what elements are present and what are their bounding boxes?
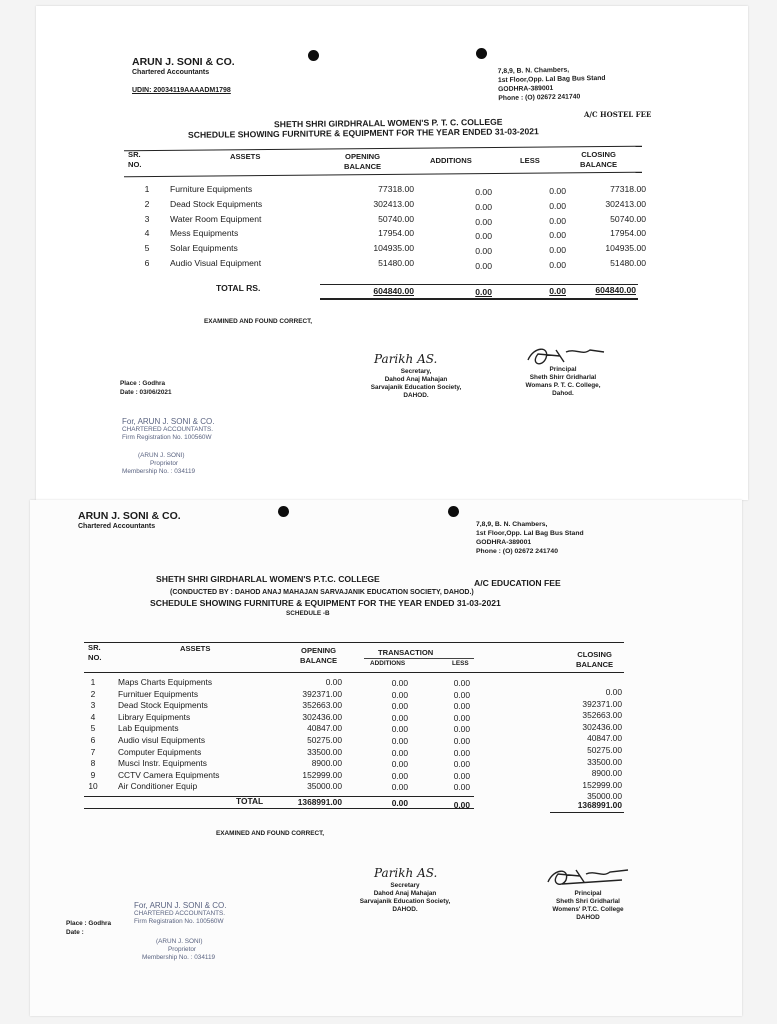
total-additions: 0.00 bbox=[475, 287, 492, 297]
account-label: A/C EDUCATION FEE bbox=[474, 578, 561, 588]
college-name: SHETH SHRI GIRDHARLAL WOMEN'S P.T.C. COLLEGE bbox=[156, 574, 380, 584]
auditor-stamp: For, ARUN J. SONI & CO. CHARTERED ACCOUNTANTS. Firm Registration No. 100560W (ARUN J. SONI) Proprietor Membership No. : 034119 bbox=[122, 417, 215, 475]
firm-address: 7,8,9, B. N. Chambers, 1st Floor,Opp. Lal Bag Bus Stand GODHRA-389001 Phone : (O) 02672 241740 bbox=[497, 66, 606, 103]
firm-name: ARUN J. SONI & CO. bbox=[132, 56, 235, 68]
cell-opening: 152999.00 bbox=[302, 769, 342, 780]
punch-hole bbox=[476, 48, 487, 59]
cell-sr: 2 bbox=[144, 198, 150, 209]
cell-less: 0.00 bbox=[549, 186, 566, 196]
cell-closing: 104935.00 bbox=[605, 243, 646, 254]
col-header-transaction: TRANSACTION bbox=[378, 648, 434, 657]
cell-closing: 352663.00 bbox=[582, 710, 622, 721]
cell-sr: 4 bbox=[90, 711, 96, 722]
examined-note: EXAMINED AND FOUND CORRECT, bbox=[204, 318, 313, 325]
cell-additions: 0.00 bbox=[475, 261, 492, 271]
table-top-rule bbox=[84, 642, 624, 643]
cell-sr: 3 bbox=[90, 700, 96, 711]
cell-additions: 0.00 bbox=[475, 216, 492, 227]
education-fee-schedule-page bbox=[30, 500, 742, 1016]
cell-additions: 0.00 bbox=[475, 201, 492, 212]
total-closing: 1368991.00 bbox=[577, 800, 622, 810]
cell-asset: Solar Equipments bbox=[170, 243, 238, 254]
cell-sr: 5 bbox=[90, 723, 96, 734]
total-bottom-rule bbox=[320, 298, 638, 300]
firm-address: 7,8,9, B. N. Chambers, 1st Floor,Opp. Lal Bag Bus Stand GODHRA-389001 Phone : (O) 02672 241740 bbox=[476, 521, 584, 555]
cell-less: 0.00 bbox=[453, 712, 470, 723]
cell-asset: Furniture Equipments bbox=[170, 184, 253, 194]
cell-asset: Dead Stock Equipments bbox=[170, 198, 263, 209]
cell-additions: 0.00 bbox=[391, 770, 408, 781]
transaction-rule bbox=[364, 658, 474, 659]
cell-sr: 4 bbox=[144, 228, 150, 239]
total-opening: 604840.00 bbox=[373, 286, 414, 296]
college-name: SHETH SHRI GIRDHRALAL WOMEN'S P. T. C. COLLEGE bbox=[273, 116, 503, 130]
cell-less: 0.00 bbox=[453, 759, 470, 770]
col-header-assets: ASSETS bbox=[230, 152, 261, 161]
cell-less: 0.00 bbox=[549, 230, 566, 241]
cell-additions: 0.00 bbox=[391, 701, 408, 712]
firm-name: ARUN J. SONI & CO. bbox=[78, 510, 181, 522]
principal-block: Principal Sheth Shirr Gridharlal Womans P. T. C. College, Dahod. bbox=[525, 366, 601, 397]
cell-additions: 0.00 bbox=[391, 747, 408, 758]
cell-additions: 0.00 bbox=[475, 231, 492, 242]
cell-opening: 17954.00 bbox=[378, 228, 414, 239]
cell-opening: 40847.00 bbox=[307, 723, 342, 734]
secretary-block: Secretary Dahod Anaj Mahajan Sarvajanik Education Society, DAHOD. bbox=[359, 882, 451, 913]
firm-subtitle: Chartered Accountants bbox=[132, 69, 210, 76]
cell-sr: 5 bbox=[144, 243, 150, 254]
cell-additions: 0.00 bbox=[475, 187, 492, 197]
cell-opening: 77318.00 bbox=[378, 184, 414, 194]
cell-opening: 51480.00 bbox=[378, 258, 414, 268]
punch-hole bbox=[278, 506, 289, 517]
cell-less: 0.00 bbox=[453, 770, 470, 781]
total-closing: 604840.00 bbox=[595, 285, 636, 295]
schedule-label: SCHEDULE -B bbox=[286, 610, 330, 617]
cell-asset: Library Equipments bbox=[118, 711, 191, 722]
cell-sr: 3 bbox=[144, 213, 150, 224]
cell-closing: 8900.00 bbox=[591, 768, 622, 779]
cell-closing: 77318.00 bbox=[610, 184, 646, 194]
cell-closing: 17954.00 bbox=[610, 228, 646, 239]
cell-asset: Audio Visual Equipment bbox=[170, 258, 262, 268]
cell-opening: 8900.00 bbox=[311, 758, 342, 769]
cell-additions: 0.00 bbox=[475, 246, 492, 257]
col-header-additions: ADDITIONS bbox=[370, 660, 406, 667]
col-header-opening: OPENING BALANCE bbox=[300, 646, 338, 665]
cell-sr: 9 bbox=[90, 769, 96, 780]
cell-sr: 6 bbox=[144, 258, 150, 268]
cell-closing: 51480.00 bbox=[610, 258, 646, 268]
cell-less: 0.00 bbox=[549, 260, 566, 270]
cell-closing: 40847.00 bbox=[587, 733, 622, 744]
cell-sr: 1 bbox=[144, 184, 150, 194]
cell-asset: Maps Charts Equipments bbox=[118, 677, 213, 687]
cell-opening: 104935.00 bbox=[373, 243, 414, 254]
auditor-stamp: For, ARUN J. SONI & CO. CHARTERED ACCOUNTANTS. Firm Registration No. 100560W (ARUN J. SONI) Proprietor Membership No. : 034119 bbox=[134, 901, 227, 961]
punch-hole bbox=[448, 506, 459, 517]
cell-sr: 6 bbox=[90, 735, 96, 745]
cell-sr: 2 bbox=[90, 688, 96, 699]
cell-additions: 0.00 bbox=[391, 678, 408, 688]
punch-hole bbox=[308, 50, 319, 61]
col-header-opening: OPENING BALANCE bbox=[344, 152, 382, 171]
total-less: 0.00 bbox=[549, 286, 566, 296]
cell-asset: Air Conditioner Equip bbox=[118, 781, 198, 792]
cell-opening: 302436.00 bbox=[302, 711, 342, 722]
cell-additions: 0.00 bbox=[391, 724, 408, 735]
cell-asset: Water Room Equipment bbox=[170, 213, 262, 224]
total-opening: 1368991.00 bbox=[297, 797, 342, 807]
cell-asset: Dead Stock Equipments bbox=[118, 700, 208, 711]
cell-additions: 0.00 bbox=[391, 782, 408, 793]
schedule-title: SCHEDULE SHOWING FURNITURE & EQUIPMENT FOR THE YEAR ENDED 31-03-2021 bbox=[150, 598, 501, 608]
cell-opening: 35000.00 bbox=[307, 781, 342, 792]
cell-opening: 392371.00 bbox=[302, 688, 342, 699]
col-header-less: LESS bbox=[452, 660, 469, 667]
examined-note: EXAMINED AND FOUND CORRECT, bbox=[216, 830, 325, 837]
firm-subtitle: Chartered Accountants bbox=[78, 523, 156, 530]
udin: UDIN: 20034119AAAADM1798 bbox=[132, 87, 231, 94]
date: Date : 03/06/2021 bbox=[120, 389, 172, 396]
cell-less: 0.00 bbox=[549, 245, 566, 256]
col-header-less: LESS bbox=[520, 156, 540, 165]
cell-closing: 302436.00 bbox=[582, 721, 622, 732]
total-bottom-rule bbox=[84, 808, 474, 809]
date: Date : bbox=[66, 929, 84, 936]
conducted-by: (CONDUCTED BY : DAHOD ANAJ MAHAJAN SARVAJANIK EDUCATION SOCIETY, DAHOD.) bbox=[170, 589, 474, 596]
cell-opening: 33500.00 bbox=[307, 746, 342, 757]
col-header-sr: SR. NO. bbox=[128, 150, 142, 169]
cell-sr: 8 bbox=[90, 758, 96, 769]
cell-less: 0.00 bbox=[453, 736, 470, 746]
schedule-title: SCHEDULE SHOWING FURNITURE & EQUIPMENT FOR THE YEAR ENDED 31-03-2021 bbox=[187, 126, 539, 140]
cell-less: 0.00 bbox=[549, 200, 566, 211]
cell-asset: Lab Equipments bbox=[118, 723, 179, 734]
table-header-rule bbox=[124, 172, 642, 178]
cell-opening: 50740.00 bbox=[378, 213, 414, 224]
cell-asset: Furnituer Equipments bbox=[118, 688, 199, 699]
cell-less: 0.00 bbox=[549, 215, 566, 226]
cell-asset: CCTV Camera Equipments bbox=[118, 769, 220, 780]
cell-additions: 0.00 bbox=[391, 689, 408, 700]
cell-opening: 0.00 bbox=[325, 677, 342, 687]
cell-closing: 0.00 bbox=[605, 687, 622, 697]
cell-closing: 33500.00 bbox=[587, 756, 622, 767]
col-header-additions: ADDITIONS bbox=[430, 156, 472, 165]
col-header-closing: CLOSING BALANCE bbox=[580, 150, 618, 169]
cell-sr: 1 bbox=[90, 677, 96, 687]
secretary-signature: Parikh AS. bbox=[374, 352, 438, 366]
cell-closing: 50740.00 bbox=[610, 213, 646, 224]
cell-asset: Computer Equipments bbox=[118, 746, 202, 757]
cell-additions: 0.00 bbox=[391, 759, 408, 770]
secretary-signature: Parikh AS. bbox=[374, 866, 438, 880]
col-header-assets: ASSETS bbox=[180, 644, 211, 653]
principal-signature bbox=[542, 862, 632, 890]
cell-asset: Audio visul Equipments bbox=[118, 735, 206, 745]
col-header-closing: CLOSING BALANCE bbox=[576, 650, 614, 669]
cell-closing: 152999.00 bbox=[582, 779, 622, 790]
cell-less: 0.00 bbox=[453, 782, 470, 793]
cell-asset: Musci Instr. Equipments bbox=[118, 758, 207, 769]
cell-additions: 0.00 bbox=[391, 736, 408, 746]
secretary-block: Secretary, Dahod Anaj Mahajan Sarvajanik Education Society, DAHOD. bbox=[370, 368, 462, 399]
cell-opening: 302413.00 bbox=[373, 198, 414, 209]
col-header-sr: SR. NO. bbox=[88, 643, 102, 662]
hostel-fee-schedule-page bbox=[36, 6, 748, 500]
cell-closing: 35000.00 bbox=[587, 791, 622, 802]
cell-less: 0.00 bbox=[453, 747, 470, 758]
total-label: TOTAL bbox=[236, 796, 264, 806]
cell-less: 0.00 bbox=[453, 724, 470, 735]
table-top-rule bbox=[124, 146, 642, 152]
closing-total-rule bbox=[550, 812, 624, 813]
account-label: A/C HOSTEL FEE bbox=[584, 110, 652, 119]
place: Place : Godhra bbox=[66, 920, 112, 927]
cell-additions: 0.00 bbox=[391, 712, 408, 723]
cell-sr: 7 bbox=[90, 746, 96, 757]
cell-closing: 302413.00 bbox=[605, 198, 646, 209]
cell-closing: 392371.00 bbox=[582, 698, 622, 709]
cell-less: 0.00 bbox=[453, 678, 470, 688]
cell-opening: 50275.00 bbox=[307, 735, 342, 745]
place: Place : Godhra bbox=[120, 380, 166, 387]
total-less: 0.00 bbox=[453, 800, 470, 810]
principal-block: Principal Sheth Shri Gridharlal Womens' P.T.C. College DAHOD bbox=[552, 890, 624, 921]
table-header-rule bbox=[84, 672, 624, 673]
cell-asset: Mess Equipments bbox=[170, 228, 239, 239]
total-label: TOTAL RS. bbox=[216, 283, 261, 293]
cell-less: 0.00 bbox=[453, 689, 470, 700]
cell-sr: 10 bbox=[88, 781, 98, 792]
total-additions: 0.00 bbox=[391, 798, 408, 808]
cell-closing: 50275.00 bbox=[587, 745, 622, 755]
cell-opening: 352663.00 bbox=[302, 700, 342, 711]
cell-less: 0.00 bbox=[453, 701, 470, 712]
